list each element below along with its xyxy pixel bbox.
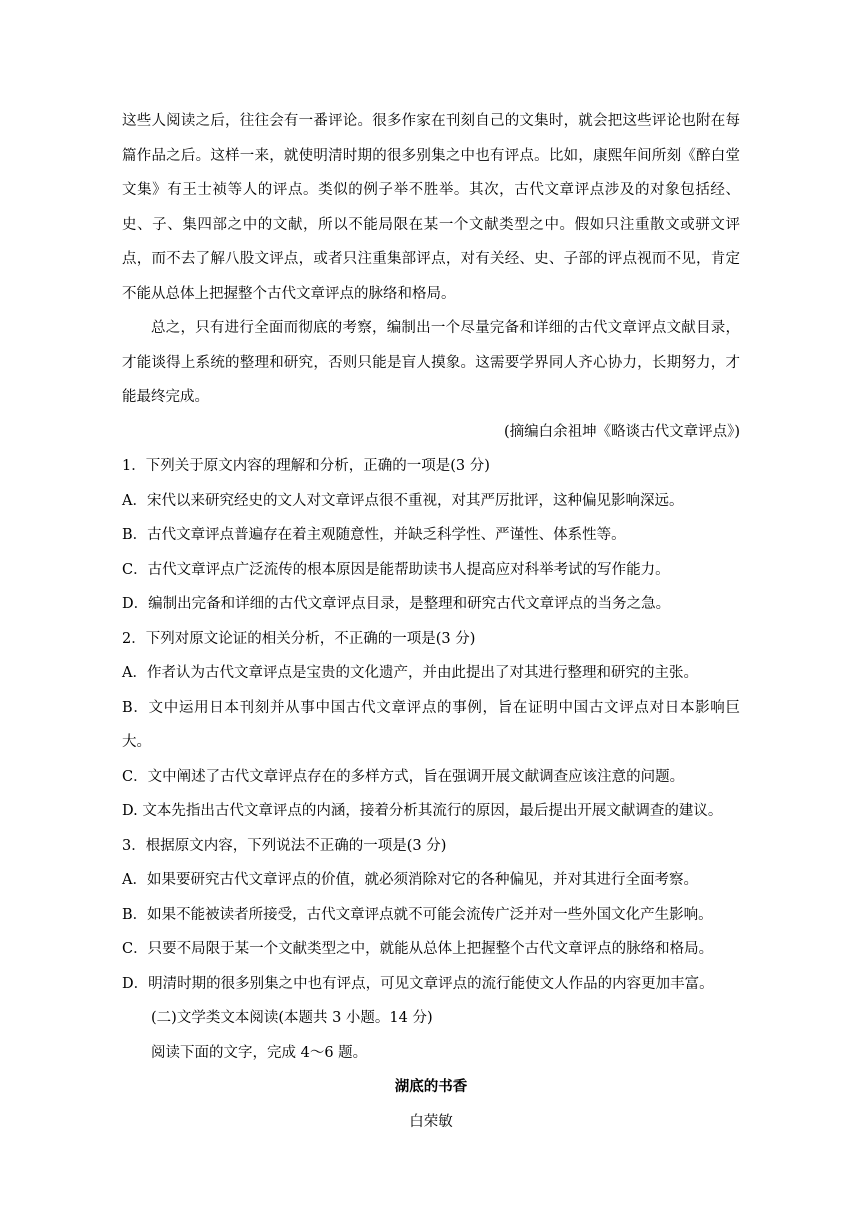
- question-1-stem: 1．下列关于原文内容的理解和分析，正确的一项是(3 分): [122, 458, 490, 474]
- question-1-option-a: A．宋代以来研究经史的文人对文章评点很不重视，对其严厉批评，这种偏见影响深远。: [122, 492, 684, 509]
- question-1-option-b: B．古代文章评点普遍存在着主观随意性，并缺乏科学性、严谨性、体系性等。: [122, 527, 626, 543]
- question-1-option-d: D．编制出完备和详细的古代文章评点目录，是整理和研究古代文章评点的当务之急。: [122, 596, 671, 612]
- question-2-option-c: C．文中阐述了古代文章评点存在的多样方式，旨在强调开展文献调查应该注意的问题。: [122, 768, 685, 785]
- question-3-option-a: A．如果要研究古代文章评点的价值，就必须消除对它的各种偏见，并对其进行全面考察。: [122, 872, 698, 888]
- question-3-option-c: C．只要不局限于某一个文献类型之中，就能从总体上把握整个古代文章评点的脉络和格局。: [122, 941, 714, 957]
- story-author: 白荣敏: [409, 1113, 453, 1130]
- question-3-option-b: B．如果不能被读者所接受，古代文章评点就不可能会流传广泛并对一些外国文化产生影响。: [122, 906, 713, 923]
- question-2-option-b: B．文中运用日本刊刻并从事中国古代文章评点的事例，旨在证明中国古文评点对日本影响巨大。: [122, 699, 740, 750]
- page-content: [122, 104, 740, 1139]
- question-2: [122, 622, 740, 829]
- question-1-option-c: C．古代文章评点广泛流传的根本原因是能帮助读书人提高应对科举考试的写作能力。: [122, 561, 670, 578]
- section-heading: (二)文学类文本阅读(本题共 3 小题。14 分): [151, 1010, 433, 1026]
- story-title: 湖底的书香: [394, 1079, 468, 1095]
- question-1: [122, 449, 740, 622]
- passage-paragraph-2: 总之，只有进行全面而彻底的考察，编制出一个尽量完备和详细的古代文章评点文献目录，才能谈得上系统的整理和研究，否则只能是盲人摸象。这需要学界同人齐心协力，长期努力，才能最终完成。: [122, 320, 740, 405]
- question-3-option-d: D．明清时期的很多别集之中也有评点，可见文章评点的流行能使文人作品的内容更加丰富。: [122, 975, 714, 992]
- question-2-stem: 2．下列对原文论证的相关分析，不正确的一项是(3 分): [122, 630, 476, 647]
- question-2-option-d: D. 文本先指出古代文章评点的内涵，接着分析其流行的原因，最后提出开展文献调查的建议。: [122, 803, 723, 819]
- passage-source: (摘编白余祖坤《略谈古代文章评点》): [503, 423, 740, 440]
- question-3: [122, 829, 740, 1002]
- question-3-stem: 3．根据原文内容，下列说法不正确的一项是(3 分): [122, 837, 447, 854]
- passage-paragraph-1: 这些人阅读之后，往往会有一番评论。很多作家在刊刻自己的文集时，就会把这些评论也附在每篇作品之后。这样一来，就使明清时期的很多别集之中也有评点。比如，康熙年间所刻《醉白堂文集》有王士祯等人的评点。类似的例子举不胜举。其次，古代文章评点涉及的对象包括经、史、子、集四部之中的文献，所以不能局限在某一个文献类型之中。假如只注重散文或骈文评点，而不去了解八股文评点，或者只注重集部评点，对有关经、史、子部的评点视而不见，肯定不能从总体上把握整个古代文章评点的脉络和格局。: [122, 113, 740, 302]
- section-instruction: 阅读下面的文字，完成 4～6 题。: [151, 1044, 368, 1061]
- question-2-option-a: A．作者认为古代文章评点是宝贵的文化遗产，并由此提出了对其进行整理和研究的主张。: [122, 665, 698, 681]
